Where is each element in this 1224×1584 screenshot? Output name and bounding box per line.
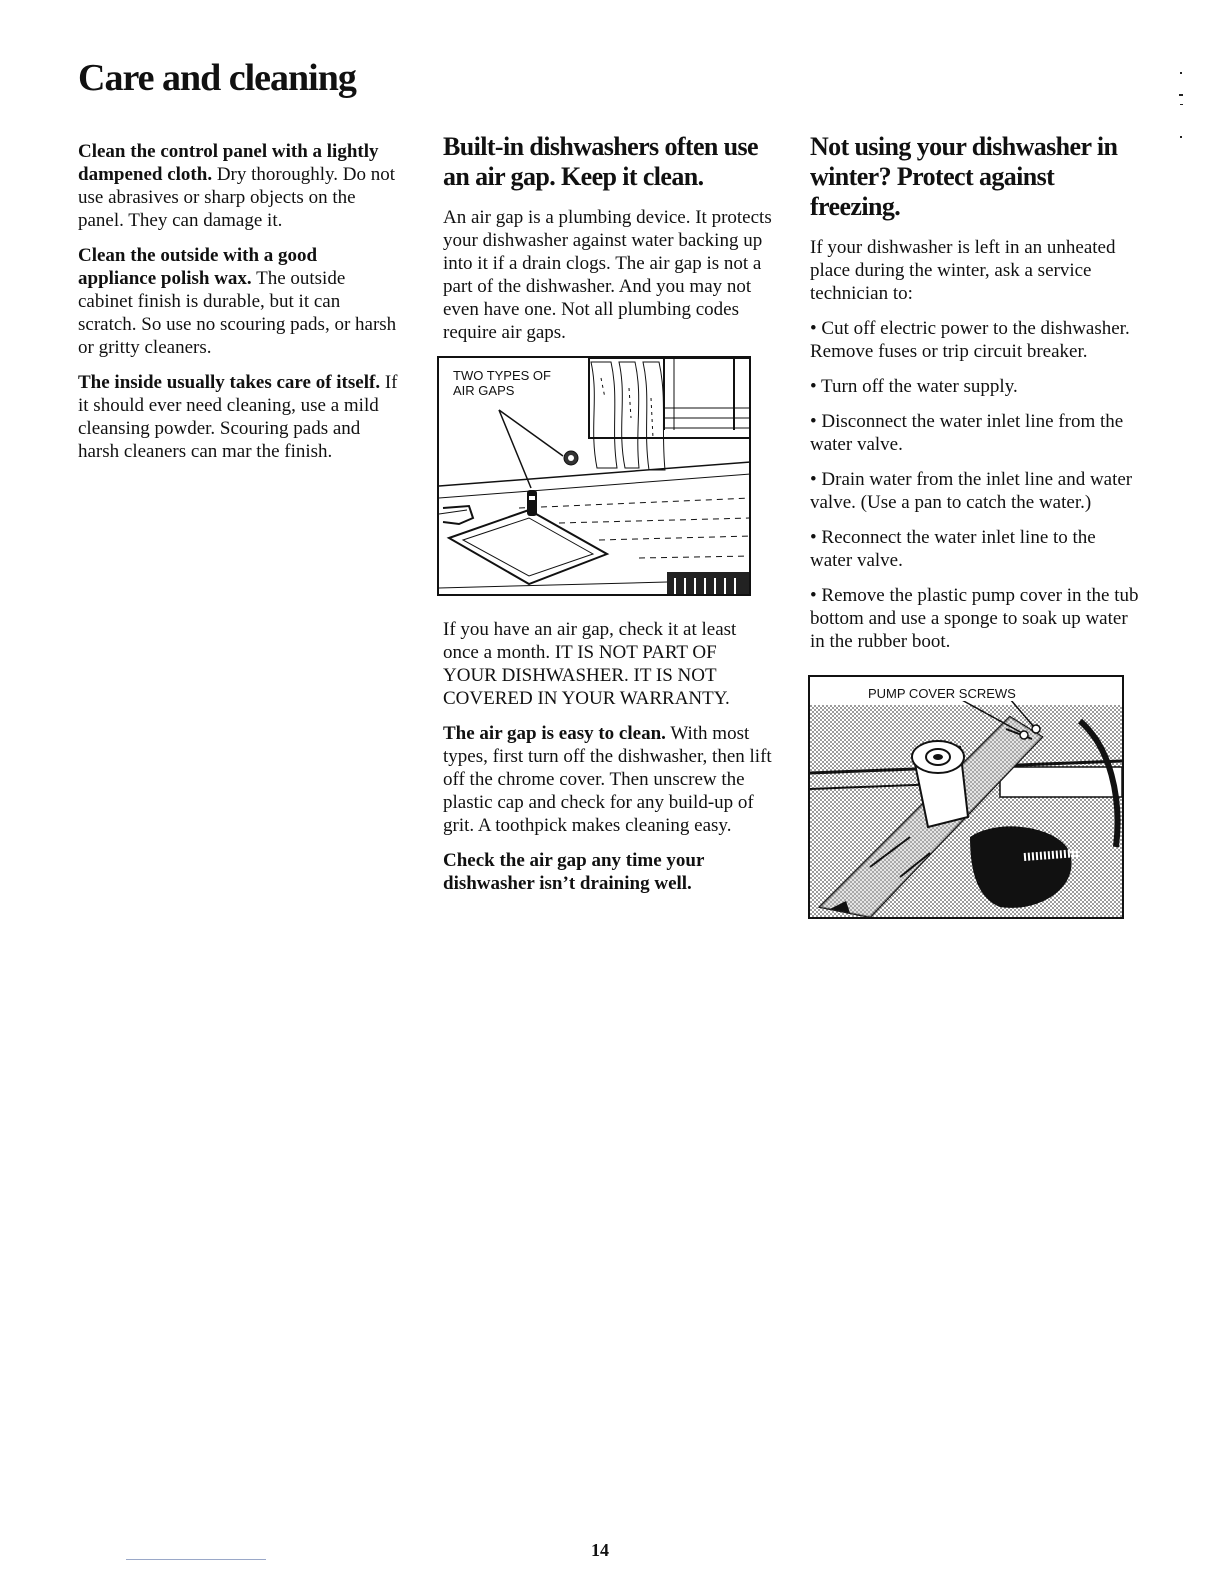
footer-rule <box>126 1559 266 1560</box>
column-air-gap <box>443 132 773 907</box>
bullet-item: • Disconnect the water inlet line from the water valve. <box>810 411 1124 455</box>
air-gap-check-paragraph: If you have an air gap, check it at least once a month. IT IS NOT PART OF YOUR DISHWASHER. IT IS NOT COVERED IN YOUR WARRANTY. <box>443 619 737 709</box>
air-gap-heading: Built-in dishwashers often use an air gap. Keep it clean. <box>443 132 758 191</box>
margin-mark <box>1180 136 1182 138</box>
inside-paragraph <box>78 371 398 463</box>
margin-mark <box>1180 104 1183 105</box>
column-cleaning-tips <box>78 140 398 475</box>
bullet-item: • Drain water from the inlet line and water valve. (Use a pan to catch the water.) <box>810 469 1133 513</box>
inside-lead: The inside usually takes care of itself. <box>78 372 381 393</box>
inside-text: If it should ever need cleaning, use a mild cleansing powder. Scouring pads and harsh cleaners can mar the finish. <box>78 372 398 462</box>
winter-intro: If your dishwasher is left in an unheated place during the winter, ask a service technician to: <box>810 237 1116 304</box>
page-title: Care and cleaning <box>78 57 356 99</box>
column-winter-protection <box>810 132 1140 919</box>
margin-mark <box>1179 94 1183 96</box>
winter-heading: Not using your dishwasher in winter? Protect against freezing. <box>810 132 1118 221</box>
page-number: 14 <box>591 1540 609 1560</box>
air-gap-intro: An air gap is a plumbing device. It protects your dishwasher against water backing up into it if a drain clogs. The air gap is not a part of the dishwasher. And you may not even have one. Not all plumbing codes require air gaps. <box>443 207 772 343</box>
outside-lead: Clean the outside with a good appliance polish wax. <box>78 245 318 289</box>
margin-mark <box>1180 72 1182 74</box>
bullet-item: • Turn off the water supply. <box>810 376 1018 397</box>
air-gap-figure-label: TWO TYPES OF AIR GAPS <box>453 368 563 398</box>
pump-figure-label: PUMP COVER SCREWS <box>868 686 1016 701</box>
outside-paragraph <box>78 244 398 359</box>
pump-cover-drawing <box>810 677 1122 917</box>
air-gap-final-paragraph <box>443 849 773 895</box>
bullet-item: • Reconnect the water inlet line to the water valve. <box>810 527 1096 571</box>
control-panel-lead: Clean the control panel with a lightly dampened cloth. <box>78 141 379 185</box>
air-gap-easy-lead: The air gap is easy to clean. <box>443 723 666 744</box>
control-panel-paragraph <box>78 140 398 232</box>
air-gap-illustration <box>437 356 751 596</box>
air-gap-easy-text: With most types, first turn off the dishwasher, then lift off the chrome cover. Then unscrew the plastic cap and check for any build-up of grit. A toothpick makes cleaning easy. <box>443 723 772 836</box>
bullet-item: • Remove the plastic pump cover in the tub bottom and use a sponge to soak up water in the rubber boot. <box>810 585 1139 652</box>
control-panel-text: Dry thoroughly. Do not use abrasives or sharp objects on the panel. They can damage it. <box>78 164 396 231</box>
air-gap-easy-paragraph <box>443 722 773 837</box>
outside-text: The outside cabinet finish is durable, but it can scratch. So use no scouring pads, or harsh or gritty cleaners. <box>78 268 397 358</box>
bullet-item: • Cut off electric power to the dishwasher. Remove fuses or trip circuit breaker. <box>810 318 1130 362</box>
air-gap-final-lead: Check the air gap any time your dishwasher isn’t draining well. <box>443 850 705 894</box>
pump-cover-illustration <box>808 675 1124 919</box>
